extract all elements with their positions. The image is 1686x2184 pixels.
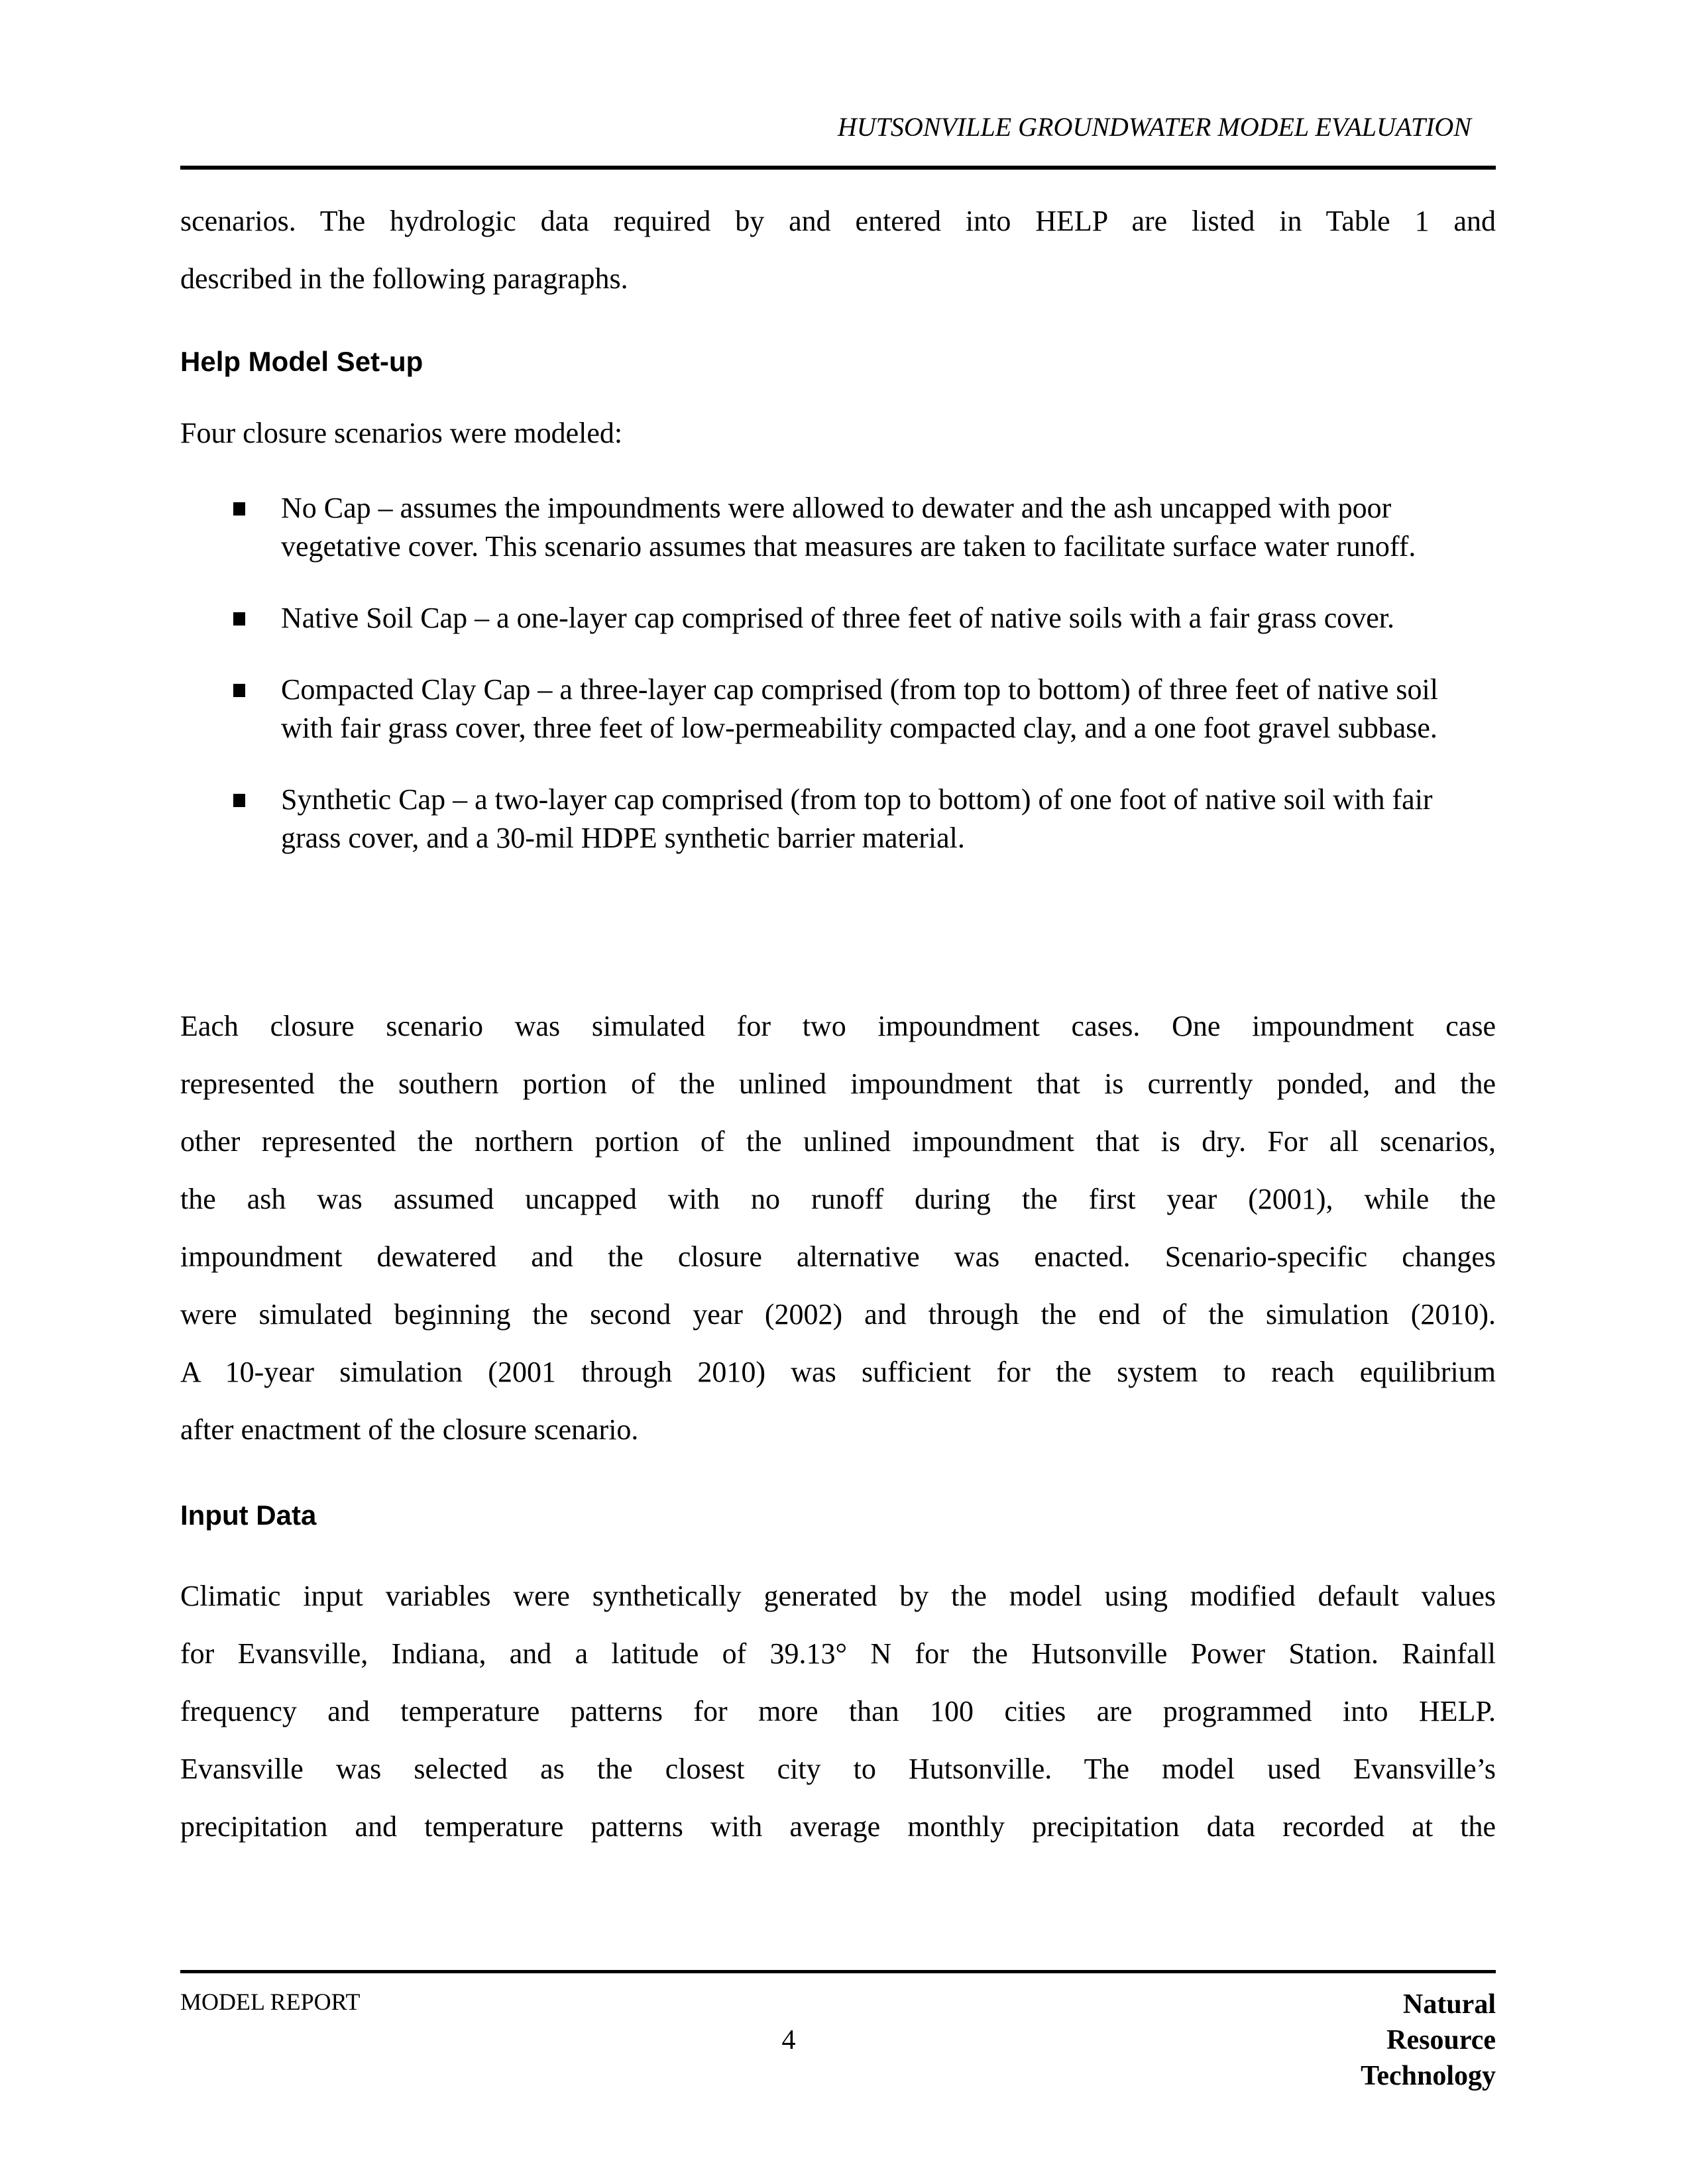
paragraph-line: Evansville was selected as the closest city to Hutsonville. The model used Evansville’s <box>180 1753 1496 1785</box>
paragraph-line: other represented the northern portion of the unlined impoundment that is dry. For all scenarios, <box>180 1125 1496 1158</box>
company-name-line: Resource <box>1386 2025 1496 2055</box>
square-bullet-icon <box>233 502 245 516</box>
list-item-compacted-clay-cap <box>225 671 1496 747</box>
paragraph-line: scenarios. The hydrologic data required by and entered into HELP are listed in Table 1 and <box>180 205 1496 237</box>
paragraph-line: Climatic input variables were synthetically generated by the model using modified default values <box>180 1580 1496 1612</box>
paragraph-line: Each closure scenario was simulated for two impoundment cases. One impoundment case <box>180 1010 1496 1042</box>
section-heading-help-model-setup: Help Model Set-up <box>180 346 423 377</box>
list-item-text: Native Soil Cap – a one-layer cap comprised of three feet of native soils with a fair grass cover. <box>281 602 1394 634</box>
square-bullet-icon <box>233 794 245 807</box>
list-item-synthetic-cap <box>225 781 1496 857</box>
paragraph-line: after enactment of the closure scenario. <box>180 1413 639 1446</box>
list-item-native-soil-cap <box>225 599 1496 637</box>
section-heading-input-data: Input Data <box>180 1500 317 1531</box>
company-name-line: Technology <box>1361 2061 1496 2091</box>
input-data-paragraph <box>180 1567 1496 1855</box>
header-rule <box>180 166 1496 170</box>
square-bullet-icon <box>233 612 245 626</box>
square-bullet-icon <box>233 684 245 697</box>
list-item-text: Synthetic Cap – a two-layer cap comprised (from top to bottom) of one foot of native soil with fair grass cover, and a 30-mil HDPE synthetic barrier material. <box>281 783 1433 854</box>
paragraph-line: represented the southern portion of the unlined impoundment that is currently ponded, and the <box>180 1067 1496 1100</box>
paragraph-line: for Evansville, Indiana, and a latitude of 39.13° N for the Hutsonville Power Station. Rainfall <box>180 1637 1496 1670</box>
paragraph-line: were simulated beginning the second year (2002) and through the end of the simulation (2010). <box>180 1298 1496 1331</box>
paragraph-line: A 10-year simulation (2001 through 2010) was sufficient for the system to reach equilibrium <box>180 1356 1496 1388</box>
paragraph-line: precipitation and temperature patterns with average monthly precipitation data recorded at the <box>180 1810 1496 1843</box>
list-item-no-cap <box>225 489 1496 566</box>
list-item-text: No Cap – assumes the impoundments were allowed to dewater and the ash uncapped with poor vegetative cover. This scenario assumes that measures are taken to facilitate surface water runoff. <box>281 492 1416 563</box>
list-item-text: Compacted Clay Cap – a three-layer cap comprised (from top to bottom) of three feet of native soil with fair grass cover, three feet of low-permeability compacted clay, and a one foot gravel subbase. <box>281 673 1438 744</box>
footer-report-label: MODEL REPORT <box>180 1989 361 2015</box>
page-number: 4 <box>781 2025 796 2055</box>
paragraph-line: the ash was assumed uncapped with no runoff during the first year (2001), while the <box>180 1183 1496 1215</box>
paragraph-line: frequency and temperature patterns for more than 100 cities are programmed into HELP. <box>180 1695 1496 1727</box>
footer-rule <box>180 1970 1496 1973</box>
company-name-line: Natural <box>1403 1989 1496 2020</box>
closure-simulation-paragraph <box>180 997 1496 1458</box>
scenarios-intro: Four closure scenarios were modeled: <box>180 417 623 449</box>
scenario-list <box>225 489 1496 891</box>
paragraph-line: impoundment dewatered and the closure alternative was enacted. Scenario-specific changes <box>180 1240 1496 1273</box>
running-header: HUTSONVILLE GROUNDWATER MODEL EVALUATION <box>837 112 1471 142</box>
paragraph-line: described in the following paragraphs. <box>180 262 628 295</box>
intro-paragraph <box>180 192 1496 307</box>
company-name <box>1259 1987 1496 2094</box>
